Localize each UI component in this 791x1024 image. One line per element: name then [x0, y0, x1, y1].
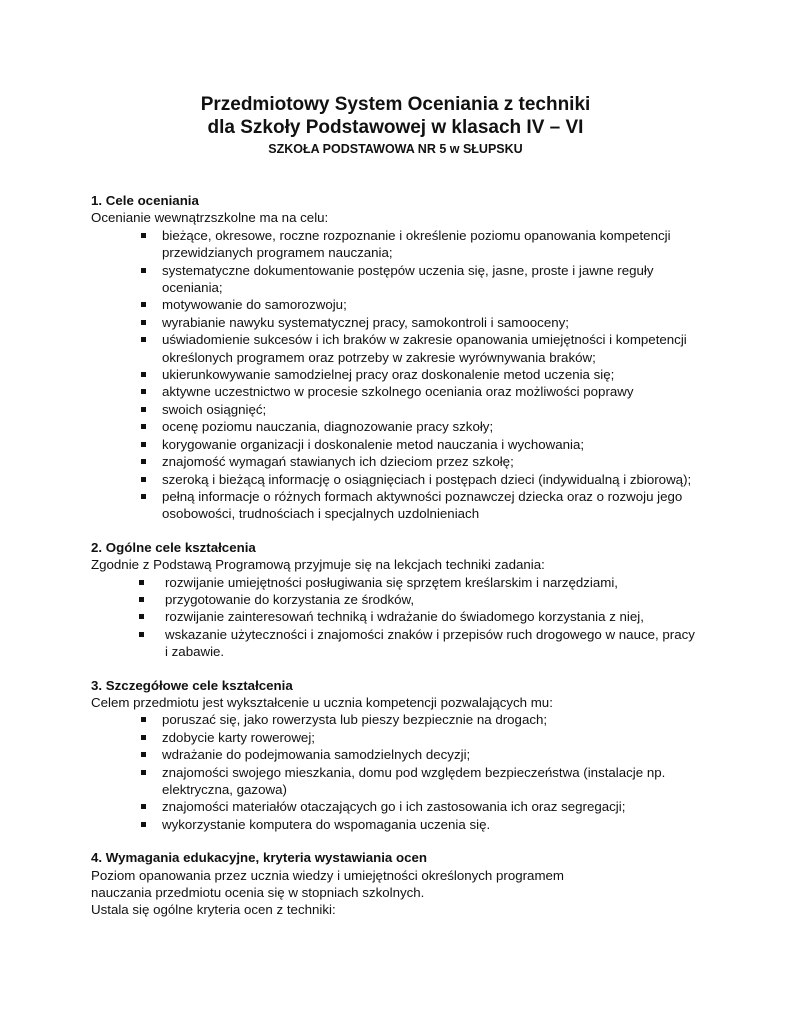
list-item-text: uświadomienie sukcesów i ich braków w zakresie opanowania umiejętności i kompetencji określonych programem oraz potrzeby w zakresie wyrównywania braków;: [162, 332, 687, 365]
list-item-text: ukierunkowywanie samodzielnej pracy oraz doskonalenie metod uczenia się;: [162, 367, 615, 383]
list-item-text: znajomość wymagań stawianych ich dzieciom przez szkołę;: [162, 454, 514, 470]
list-item-text: wdrażanie do podejmowania samodzielnych decyzji;: [162, 747, 471, 763]
square-bullet-icon: [139, 614, 144, 619]
list-item: [91, 227, 701, 262]
square-bullet-icon: [141, 822, 146, 827]
list-item-text: systematyczne dokumentowanie postępów uczenia się, jasne, proste i jawne reguły oceniania;: [162, 262, 654, 296]
square-bullet-icon: [141, 459, 146, 464]
section-paragraph-line: Poziom opanowania przez ucznia wiedzy i umiejętności określonych programem: [91, 867, 565, 883]
list-item: [91, 574, 701, 591]
section-ogolne-cele: [91, 539, 701, 661]
square-bullet-icon: [141, 804, 146, 809]
list-item: [91, 488, 701, 523]
list-item-text: poruszać się, jako rowerzysta lub pieszy bezpiecznie na drogach;: [162, 712, 548, 728]
section-intro: Ocenianie wewnątrzszkolne ma na celu:: [91, 210, 329, 226]
section-heading: 3. Szczegółowe cele kształcenia: [91, 677, 293, 693]
list-item: [91, 711, 701, 728]
section-heading: 2. Ogólne cele kształcenia: [91, 539, 256, 555]
square-bullet-icon: [139, 580, 144, 585]
square-bullet-icon: [141, 442, 146, 447]
bullet-list: [91, 711, 701, 833]
square-bullet-icon: [141, 752, 146, 757]
square-bullet-icon: [141, 407, 146, 412]
list-item: [91, 314, 701, 331]
list-item: [91, 383, 701, 400]
list-item-text: pełną informacje o różnych formach aktywności poznawczej dziecka oraz o rozwoju jego osobowości, trudnościach i specjalnych uzdolnieniach: [162, 488, 683, 522]
list-item-text: aktywne uczestnictwo w procesie szkolnego oceniania oraz możliwości poprawy: [162, 384, 634, 400]
list-item-text: bieżące, okresowe, roczne rozpoznanie i określenie poziomu opanowania kompetencji przewidzianych programem nauczania;: [162, 227, 671, 261]
list-item: [91, 746, 701, 763]
list-item-text: wyrabianie nawyku systematycznej pracy, samokontroli i samooceny;: [162, 314, 569, 330]
square-bullet-icon: [141, 735, 146, 740]
square-bullet-icon: [141, 268, 146, 273]
list-item-text: rozwijanie umiejętności posługiwania się sprzętem kreślarskim i narzędziami,: [165, 574, 619, 590]
section-wymagania-edukacyjne: [91, 849, 701, 919]
square-bullet-icon: [141, 372, 146, 377]
bullet-list: [91, 574, 701, 661]
list-item: [91, 453, 701, 470]
list-item: [91, 471, 701, 488]
list-item: [91, 764, 701, 799]
section-intro: Celem przedmiotu jest wykształcenie u ucznia kompetencji pozwalających mu:: [91, 694, 553, 710]
list-item-text: korygowanie organizacji i doskonalenie metod nauczania i wychowania;: [162, 436, 585, 452]
square-bullet-icon: [141, 389, 146, 394]
section-paragraph-line: Ustala się ogólne kryteria ocen z techniki:: [91, 902, 336, 918]
section-heading: 4. Wymagania edukacyjne, kryteria wystawiania ocen: [91, 850, 428, 866]
document-body: [91, 192, 701, 935]
list-item: [91, 296, 701, 313]
bullet-list: [91, 227, 701, 523]
section-intro: Zgodnie z Podstawą Programową przyjmuje się na lekcjach techniki zadania:: [91, 557, 545, 573]
square-bullet-icon: [141, 337, 146, 342]
square-bullet-icon: [141, 233, 146, 238]
list-item-text: motywowanie do samorozwoju;: [162, 297, 347, 313]
list-item-text: zdobycie karty rowerowej;: [162, 729, 315, 745]
section-heading: 1. Cele oceniania: [91, 193, 199, 208]
list-item: [91, 366, 701, 383]
list-item: [91, 401, 701, 418]
square-bullet-icon: [141, 494, 146, 499]
list-item: [91, 816, 701, 833]
list-item-text: wskazanie użyteczności i znajomości znaków i przepisów ruch drogowego w nauce, pracy i zabawie.: [165, 626, 695, 660]
list-item: [91, 626, 701, 661]
document-title-line-2: dla Szkoły Podstawowej w klasach IV – VI: [207, 117, 584, 138]
document-subtitle: SZKOŁA PODSTAWOWA NR 5 w SŁUPSKU: [268, 142, 523, 156]
list-item: [91, 262, 701, 297]
square-bullet-icon: [141, 770, 146, 775]
list-item: [91, 608, 701, 625]
list-item-text: rozwijanie zainteresowań techniką i wdrażanie do świadomego korzystania z niej,: [165, 609, 644, 625]
list-item: [91, 436, 701, 453]
square-bullet-icon: [141, 717, 146, 722]
square-bullet-icon: [139, 632, 144, 637]
list-item: [91, 331, 701, 366]
section-cele-oceniania: [91, 192, 701, 523]
list-item-text: swoich osiągnięć;: [162, 401, 267, 417]
list-item-text: ocenę poziomu nauczania, diagnozowanie pracy szkoły;: [162, 419, 494, 435]
section-paragraph-line: nauczania przedmiotu ocenia się w stopniach szkolnych.: [91, 885, 425, 901]
square-bullet-icon: [141, 302, 146, 307]
section-szczegolowe-cele: [91, 677, 701, 834]
list-item-text: wykorzystanie komputera do wspomagania uczenia się.: [162, 816, 491, 832]
list-item: [91, 798, 701, 815]
square-bullet-icon: [139, 597, 144, 602]
list-item: [91, 418, 701, 435]
list-item-text: przygotowanie do korzystania ze środków,: [165, 591, 415, 607]
list-item: [91, 729, 701, 746]
list-item: [91, 591, 701, 608]
square-bullet-icon: [141, 320, 146, 325]
list-item-text: znajomości swojego mieszkania, domu pod względem bezpieczeństwa (instalacje np. elektryczna, gazowa): [162, 764, 666, 797]
square-bullet-icon: [141, 477, 146, 482]
square-bullet-icon: [141, 424, 146, 429]
document-header: [0, 93, 791, 157]
list-item-text: znajomości materiałów otaczających go i ich zastosowania ich oraz segregacji;: [162, 799, 626, 815]
document-title-line-1: Przedmiotowy System Oceniania z techniki: [200, 94, 591, 115]
list-item-text: szeroką i bieżącą informację o osiągnięciach i postępach dzieci (indywidualną i zbiorową);: [162, 471, 692, 487]
